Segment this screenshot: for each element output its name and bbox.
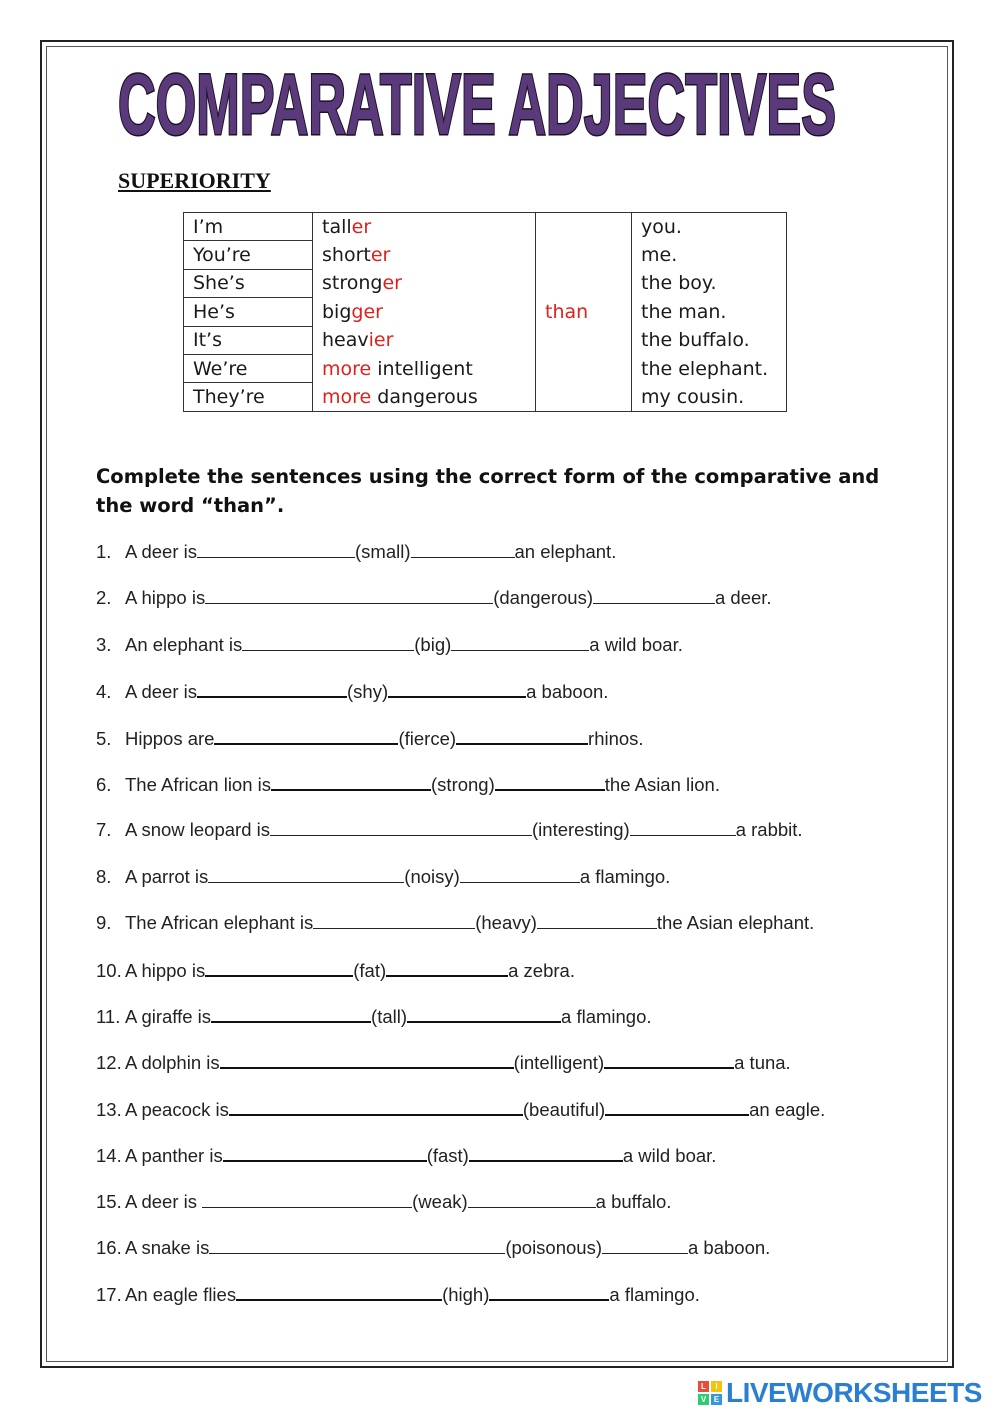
object-cell: my cousin. (632, 383, 787, 411)
answer-blank-than[interactable] (460, 865, 580, 883)
answer-blank-comparative[interactable] (208, 865, 404, 883)
exercise-ending: a flamingo. (609, 1284, 700, 1306)
grammar-table (183, 212, 787, 412)
answer-blank-comparative[interactable] (313, 911, 475, 929)
answer-blank-than[interactable] (593, 586, 715, 604)
exercise-ending: a flamingo. (561, 1006, 652, 1027)
answer-blank-than[interactable] (604, 1050, 734, 1069)
answer-blank-than[interactable] (605, 1097, 749, 1116)
exercise-number: 9. (96, 912, 112, 934)
exercise-hint: (big) (414, 633, 452, 655)
answer-blank-than[interactable] (411, 540, 515, 558)
logo-mark-icon (698, 1381, 722, 1405)
exercise-number: 6. (96, 774, 112, 795)
answer-blank-than[interactable] (407, 1004, 561, 1023)
subject-cell: She’s (184, 269, 313, 297)
adjective-cell (313, 383, 536, 411)
adjective-base: dangerous (371, 385, 478, 408)
liveworksheets-logo (698, 1378, 982, 1408)
answer-blank-comparative[interactable] (223, 1143, 427, 1162)
answer-blank-comparative[interactable] (242, 633, 414, 651)
exercise-hint: (interesting) (532, 819, 630, 841)
worksheet-title (118, 57, 838, 153)
exercise-number: 5. (96, 727, 112, 749)
exercise-ending: a wild boar. (589, 633, 683, 655)
answer-blank-comparative[interactable] (205, 958, 353, 977)
exercise-ending: a buffalo. (595, 1190, 672, 1212)
answer-blank-than[interactable] (630, 818, 736, 836)
answer-blank-comparative[interactable] (271, 772, 431, 791)
exercise-ending: a rabbit. (735, 819, 803, 841)
logo-letter: E (711, 1394, 722, 1405)
subject-cell: I’m (184, 213, 313, 241)
exercise-item (96, 958, 575, 983)
exercise-number: 16. (96, 1237, 122, 1258)
adjective-cell (313, 213, 536, 241)
exercise-ending: a zebra. (508, 959, 575, 981)
exercise-stem: An eagle flies (125, 1284, 237, 1306)
object-cell: the buffalo. (632, 326, 787, 354)
answer-blank-comparative[interactable] (197, 679, 347, 698)
exercise-stem: A parrot is (125, 865, 209, 887)
exercise-hint: (small) (355, 541, 411, 562)
answer-blank-than[interactable] (489, 1282, 609, 1301)
answer-blank-than[interactable] (456, 726, 588, 745)
exercise-hint: (fierce) (398, 727, 457, 749)
exercise-hint: (tall) (371, 1006, 408, 1027)
exercise-item (96, 726, 644, 751)
answer-blank-comparative[interactable] (236, 1282, 442, 1301)
grammar-row (184, 383, 787, 411)
object-cell: you. (632, 213, 787, 241)
subject-cell: You’re (184, 241, 313, 269)
exercise-number: 11. (96, 1006, 121, 1027)
exercise-hint: (strong) (431, 774, 495, 795)
instructions-text: Complete the sentences using the correct form of the comparative and the word “than”. (96, 465, 880, 517)
logo-letter: L (698, 1381, 709, 1392)
exercise-ending: a flamingo. (579, 865, 671, 887)
exercise-number: 17. (96, 1284, 122, 1306)
exercise-stem: A giraffe is (125, 1006, 212, 1027)
adjective-cell (313, 326, 536, 354)
exercise-ending: a baboon. (688, 1237, 771, 1258)
adjective-cell (313, 354, 536, 382)
adjective-base: heav (322, 329, 369, 352)
adjective-cell (313, 241, 536, 269)
exercise-stem: A deer is (125, 541, 197, 562)
logo-letter: V (698, 1394, 709, 1405)
answer-blank-comparative[interactable] (197, 540, 355, 558)
grammar-row (184, 326, 787, 354)
adjective-suffix: er (382, 272, 402, 295)
exercise-stem: A deer is (125, 1190, 203, 1212)
exercise-item (96, 586, 772, 610)
subject-cell: He’s (184, 298, 313, 326)
section-subtitle: SUPERIORITY (118, 168, 271, 193)
exercise-stem: A snow leopard is (125, 819, 271, 841)
answer-blank-than[interactable] (451, 633, 589, 651)
adjective-suffix: ier (368, 329, 394, 352)
exercise-item (96, 818, 803, 842)
exercise-ending: the Asian lion. (604, 774, 720, 795)
exercise-hint: (poisonous) (505, 1237, 602, 1258)
answer-blank-than[interactable] (386, 958, 508, 977)
subject-cell: It’s (184, 326, 313, 354)
adjective-cell (313, 269, 536, 297)
exercise-item (96, 1050, 791, 1075)
adjective-base: tall (322, 215, 352, 238)
logo-letter: I (711, 1381, 722, 1392)
exercise-hint: (heavy) (475, 912, 537, 934)
exercise-stem: Hippos are (125, 727, 215, 749)
answer-blank-comparative[interactable] (209, 1236, 505, 1254)
exercise-stem: The African elephant is (125, 912, 314, 934)
exercise-number: 3. (96, 633, 112, 655)
exercise-item (96, 633, 683, 657)
exercise-number: 8. (96, 865, 112, 887)
answer-blank-comparative[interactable] (202, 1190, 412, 1208)
answer-blank-than[interactable] (468, 1190, 596, 1208)
exercise-ending: a deer. (715, 587, 772, 609)
answer-blank-comparative[interactable] (211, 1004, 371, 1023)
exercise-hint: (intelligent) (513, 1052, 605, 1074)
adjective-suffix: ger (351, 300, 383, 323)
answer-blank-comparative[interactable] (270, 818, 532, 836)
exercise-item (96, 1004, 652, 1029)
adjective-base: intelligent (371, 357, 473, 380)
exercise-item (96, 540, 616, 564)
exercise-item (96, 1143, 716, 1168)
exercise-number: 1. (96, 541, 112, 562)
than-cell: than (536, 213, 632, 412)
logo-text: LIVEWORKSHEETS (726, 1377, 982, 1408)
exercise-stem: A dolphin is (125, 1052, 220, 1074)
exercise-number: 15. (96, 1190, 122, 1212)
exercise-stem: An elephant is (125, 633, 243, 655)
adjective-base: strong (322, 272, 383, 295)
exercise-hint: (beautiful) (522, 1098, 606, 1120)
answer-blank-than[interactable] (495, 772, 605, 791)
exercise-item (96, 679, 608, 704)
adjective-suffix: er (370, 244, 391, 267)
grammar-row (184, 269, 787, 297)
exercise-ending: rhinos. (588, 727, 644, 749)
adjective-base: big (322, 300, 352, 323)
object-cell: the elephant. (632, 354, 787, 382)
exercise-number: 4. (96, 681, 112, 703)
adjective-prefix: more (322, 385, 372, 408)
exercise-hint: (high) (442, 1284, 490, 1306)
exercise-item (96, 1236, 770, 1260)
adjective-cell (313, 298, 536, 326)
grammar-row (184, 213, 787, 241)
exercise-stem: A snake is (125, 1237, 210, 1258)
exercise-item (96, 772, 720, 797)
exercise-stem: A peacock is (125, 1098, 229, 1120)
object-cell: me. (632, 241, 787, 269)
answer-blank-than[interactable] (469, 1143, 623, 1162)
answer-blank-comparative[interactable] (214, 726, 398, 745)
exercise-item (96, 1097, 825, 1122)
exercise-number: 2. (96, 587, 112, 609)
subject-cell: We’re (184, 354, 313, 382)
exercise-stem: A hippo is (125, 959, 206, 981)
exercise-hint: (dangerous) (493, 587, 593, 609)
exercise-ending: a wild boar. (622, 1145, 717, 1167)
exercise-stem: A panther is (125, 1145, 223, 1167)
exercise-hint: (weak) (412, 1190, 468, 1212)
exercise-item (96, 1282, 700, 1307)
grammar-row (184, 354, 787, 382)
exercise-number: 10. (96, 959, 122, 981)
adjective-base: short (322, 244, 371, 267)
grammar-row (184, 298, 787, 326)
exercise-hint: (shy) (347, 681, 389, 703)
exercise-number: 7. (96, 819, 112, 841)
adjective-suffix: er (351, 215, 372, 238)
exercise-ending: a tuna. (734, 1052, 791, 1074)
exercise-number: 12. (96, 1052, 122, 1074)
answer-blank-than[interactable] (537, 911, 657, 929)
exercise-hint: (fat) (353, 959, 387, 981)
exercise-item (96, 1190, 671, 1214)
exercise-stem: The African lion is (125, 774, 272, 795)
exercise-ending: an elephant. (514, 541, 617, 562)
exercise-stem: A hippo is (125, 587, 206, 609)
exercise-number: 13. (96, 1098, 122, 1120)
exercise-stem: A deer is (125, 681, 197, 703)
exercise-item (96, 865, 670, 889)
object-cell: the boy. (632, 269, 787, 297)
exercise-item (96, 911, 814, 935)
subject-cell: They’re (184, 383, 313, 411)
exercise-hint: (noisy) (404, 865, 460, 887)
exercise-hint: (fast) (426, 1145, 469, 1167)
exercise-ending: the Asian elephant. (656, 912, 815, 934)
grammar-row (184, 241, 787, 269)
answer-blank-than[interactable] (602, 1236, 688, 1254)
exercise-number: 14. (96, 1145, 122, 1167)
exercise-ending: a baboon. (526, 681, 609, 703)
title-text: COMPARATIVE ADJECTIVES (118, 57, 836, 153)
answer-blank-than[interactable] (388, 679, 526, 698)
exercise-ending: an eagle. (749, 1098, 826, 1120)
answer-blank-comparative[interactable] (229, 1097, 523, 1116)
object-cell: the man. (632, 298, 787, 326)
answer-blank-comparative[interactable] (205, 586, 493, 604)
adjective-prefix: more (322, 357, 372, 380)
answer-blank-comparative[interactable] (220, 1050, 514, 1069)
